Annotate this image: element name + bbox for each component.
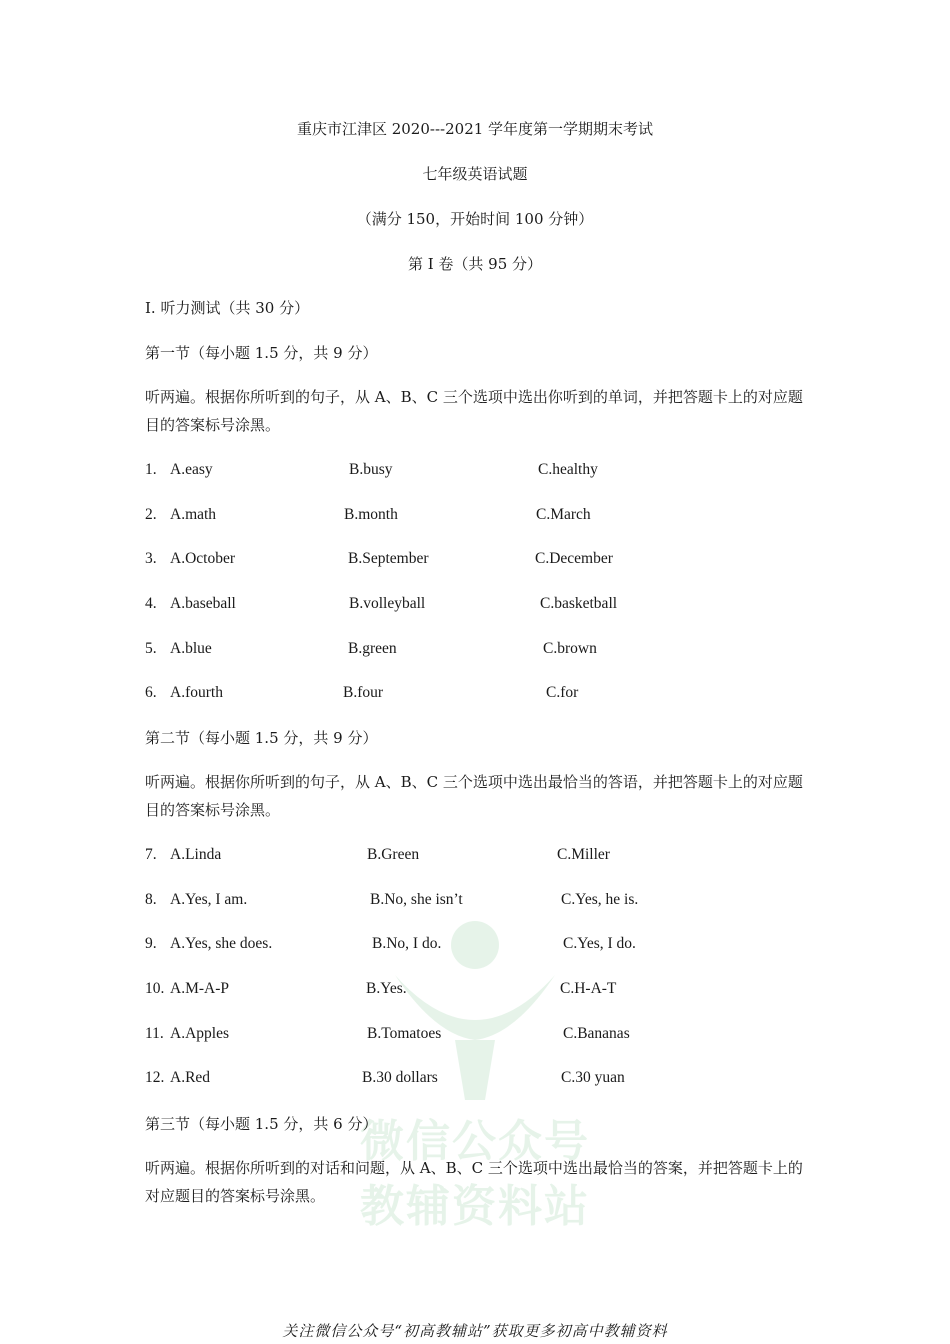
option-b: B.Green xyxy=(367,846,420,863)
exam-subtitle: 七年级英语试题 xyxy=(422,165,528,183)
question-number: 1. xyxy=(145,461,157,478)
question-number: 3. xyxy=(145,550,157,567)
section1-heading: 第一节（每小题 1.5 分，共 9 分） xyxy=(145,344,378,362)
option-a: A.Yes, she does. xyxy=(170,935,273,952)
option-c: C.March xyxy=(536,506,591,523)
option-b: B.No, she isn’t xyxy=(370,891,463,908)
watermark-line2: 教辅资料站 xyxy=(360,1181,590,1232)
section2-instruction: 听两遍。根据你所听到的句子，从 A、B、C 三个选项中选出最恰当的答语，并把答题卡上的对应题目的答案标号涂黑。 xyxy=(145,773,803,819)
question-number: 6. xyxy=(145,684,157,701)
option-c: C.Bananas xyxy=(563,1025,630,1042)
question-number: 5. xyxy=(145,640,157,657)
option-a: A.Linda xyxy=(170,846,222,863)
option-b: B.month xyxy=(344,506,398,523)
option-b: B.No, I do. xyxy=(372,935,442,952)
section2-heading: 第二节（每小题 1.5 分，共 9 分） xyxy=(145,729,378,747)
option-c: C.30 yuan xyxy=(561,1069,625,1086)
option-a: A.easy xyxy=(170,461,213,478)
option-c: C.H-A-T xyxy=(560,980,617,997)
question-number: 7. xyxy=(145,846,157,863)
option-c: C.for xyxy=(546,684,579,701)
option-a: A.October xyxy=(170,550,235,567)
option-c: C.December xyxy=(535,550,613,567)
option-b: B.30 dollars xyxy=(362,1069,438,1086)
option-a: A.blue xyxy=(170,640,212,657)
question-number: 10. xyxy=(145,980,165,997)
option-b: B.busy xyxy=(349,461,393,478)
option-c: C.basketball xyxy=(540,595,618,612)
question-number: 9. xyxy=(145,935,157,952)
question-number: 11. xyxy=(145,1025,164,1042)
option-a: A.baseball xyxy=(170,595,236,612)
option-a: A.Red xyxy=(170,1069,211,1086)
question-number: 4. xyxy=(145,595,157,612)
option-a: A.Apples xyxy=(170,1025,229,1042)
part1-heading: I. 听力测试（共 30 分） xyxy=(145,299,310,317)
volume-heading: 第 I 卷（共 95 分） xyxy=(407,255,543,273)
option-c: C.healthy xyxy=(538,461,598,478)
option-b: B.four xyxy=(343,684,384,701)
option-c: C.Yes, I do. xyxy=(563,935,636,952)
option-a: A.Yes, I am. xyxy=(170,891,248,908)
question-number: 8. xyxy=(145,891,157,908)
option-b: B.volleyball xyxy=(349,595,426,612)
section1-instruction: 听两遍。根据你所听到的句子，从 A、B、C 三个选项中选出你听到的单词，并把答题卡上的对应题目的答案标号涂黑。 xyxy=(145,388,803,434)
option-a: A.fourth xyxy=(170,684,223,701)
score-info: （满分 150，开始时间 100 分钟） xyxy=(356,210,594,228)
footer-note: 关注微信公众号“初高教辅站”获取更多初高中教辅资料 xyxy=(282,1322,668,1340)
exam-title: 重庆市江津区 2020---2021 学年度第一学期期末考试 xyxy=(296,120,654,138)
section3-heading: 第三节（每小题 1.5 分，共 6 分） xyxy=(145,1115,378,1133)
option-b: B.September xyxy=(348,550,429,567)
option-c: C.Miller xyxy=(557,846,610,863)
option-b: B.Yes. xyxy=(366,980,407,997)
option-a: A.math xyxy=(170,506,217,523)
watermark-line1: 微信公众号 xyxy=(360,1116,590,1167)
question-number: 12. xyxy=(145,1069,165,1086)
option-b: B.Tomatoes xyxy=(367,1025,442,1042)
option-a: A.M-A-P xyxy=(170,980,229,997)
option-b: B.green xyxy=(348,640,397,657)
option-c: C.brown xyxy=(543,640,597,657)
section3-instruction: 听两遍。根据你所听到的对话和问题，从 A、B、C 三个选项中选出最恰当的答案，并把答题卡上的对应题目的答案标号涂黑。 xyxy=(145,1159,803,1205)
question-number: 2. xyxy=(145,506,157,523)
option-c: C.Yes, he is. xyxy=(561,891,639,908)
